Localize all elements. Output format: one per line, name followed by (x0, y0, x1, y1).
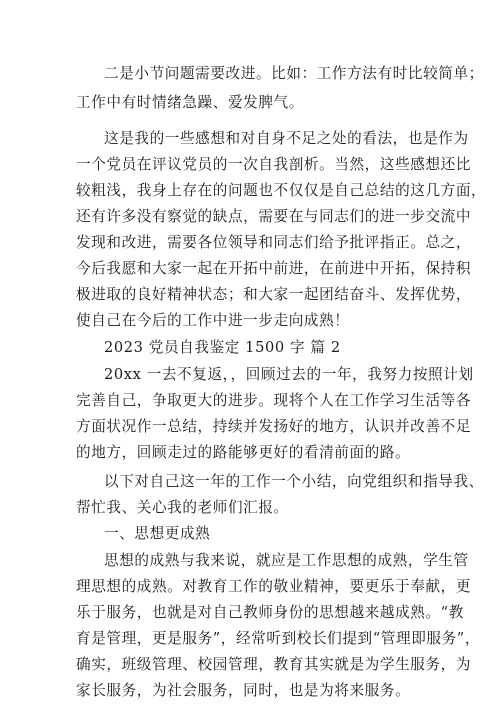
paragraph-line: 发现和改进，需要各位领导和同志们给予批评指正。总之， (76, 234, 472, 251)
paragraph-line: 极进取的良好精神状态；和大家一起团结奋斗、发挥优势， (76, 286, 472, 303)
subsection-heading: 一、思想更成熟 (104, 525, 211, 542)
paragraph-line: 较粗浅，我身上存在的问题也不仅仅是自己总结的这几方面， (76, 182, 487, 199)
paragraph-line: 二是小节问题需要改进。比如：工作方法有时比较简单； (104, 65, 484, 82)
paragraph-line: 工作中有时情绪急躁、爱发脾气。 (76, 94, 304, 111)
paragraph-line: 以下对自己这一年的工作一个小结，向党组织和指导我、 (104, 473, 484, 490)
paragraph-line: 这是我的一些感想和对自身不足之处的看法，也是作为 (104, 130, 469, 147)
paragraph-line: 的地方，回顾走过的路能够更好的看清前面的路。 (76, 444, 411, 461)
paragraph-line: 育是管理，更是服务”，经常听到校长们提到“管理即服务”， (76, 630, 481, 647)
paragraph-line: 还有许多没有察觉的缺点，需要在与同志们的进一步交流中 (76, 208, 472, 225)
paragraph-line: 完善自己，争取更大的进步。现将个人在工作学习生活等各 (76, 392, 472, 409)
section-heading: 2023 党员自我鉴定 1500 字 篇 2 (104, 339, 341, 356)
paragraph-line: 确实，班级管理、校园管理，教育其实就是为学生服务，为 (76, 656, 472, 673)
paragraph-line: 方面状况作一总结，持续并发扬好的地方，认识并改善不足 (76, 418, 472, 435)
paragraph-line: 帮忙我、关心我的老师们汇报。 (76, 499, 289, 516)
paragraph-line: 一个党员在评议党员的一次自我剖析。当然，这些感想还比 (76, 156, 472, 173)
paragraph-line: 思想的成熟与我来说，就应是工作思想的成熟，学生管 (104, 552, 469, 569)
paragraph-line: 今后我愿和大家一起在开拓中前进，在前进中开拓，保持积 (76, 260, 472, 277)
paragraph-line: 家长服务，为社会服务，同时，也是为将来服务。 (76, 682, 411, 699)
paragraph-line: 理思想的成熟。对教育工作的敬业精神，要更乐于奉献，更 (76, 578, 472, 595)
paragraph-line: 乐于服务，也就是对自己教师身份的思想越来越成熟。“教 (76, 604, 464, 621)
paragraph-line: 使自己在今后的工作中进一步走向成熟！ (76, 312, 350, 329)
paragraph-line: 20xx 一去不复返，，回顾过去的一年，我努力按照计划 (104, 366, 474, 383)
